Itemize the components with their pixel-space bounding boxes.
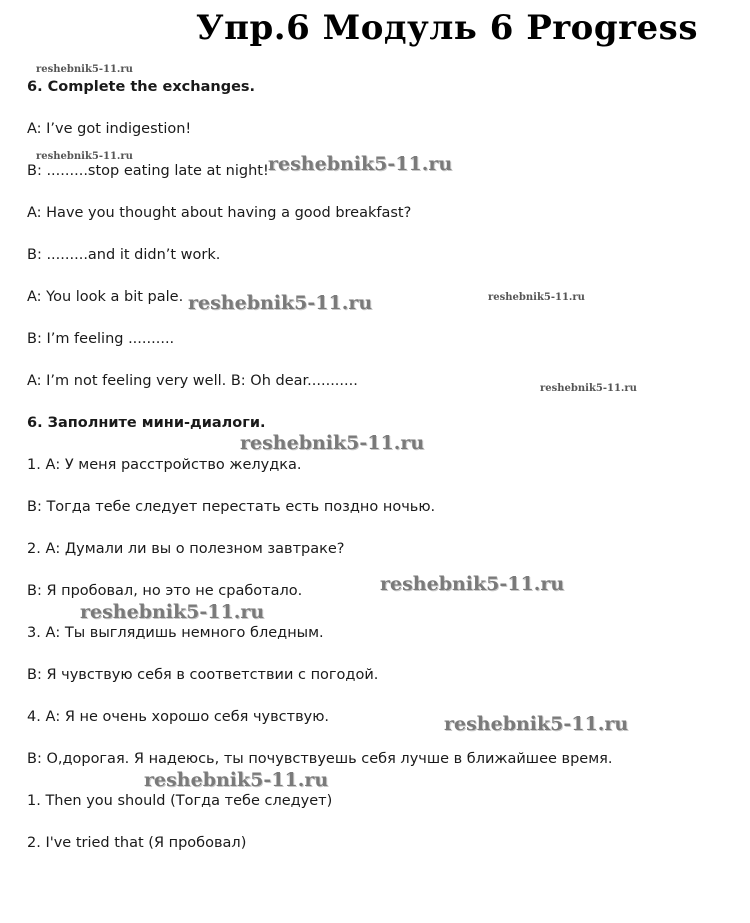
watermark: reshebnik5-11.ru xyxy=(488,292,585,303)
watermark: reshebnik5-11.ru xyxy=(80,601,265,623)
english-line: A: Have you thought about having a good breakfast? xyxy=(27,205,412,221)
watermark: reshebnik5-11.ru xyxy=(268,153,453,175)
watermark: reshebnik5-11.ru xyxy=(144,769,329,791)
russian-line: 1. А: У меня расстройство желудка. xyxy=(27,457,302,473)
russian-heading: 6. Заполните мини-диалоги. xyxy=(27,415,266,431)
english-line: A: I’m not feeling very well. B: Oh dear........... xyxy=(27,373,358,389)
watermark: reshebnik5-11.ru xyxy=(380,573,565,595)
answer-line: 1. Then you should (Тогда тебе следует) xyxy=(27,793,333,809)
watermark: reshebnik5-11.ru xyxy=(188,292,373,314)
answer-line: 2. I've tried that (Я пробовал) xyxy=(27,835,247,851)
page-title: Упр.6 Модуль 6 Progress xyxy=(196,8,698,48)
english-line: A: You look a bit pale. xyxy=(27,289,184,305)
english-line: B: .........and it didn’t work. xyxy=(27,247,221,263)
english-heading: 6. Complete the exchanges. xyxy=(27,79,256,95)
watermark: reshebnik5-11.ru xyxy=(36,64,133,75)
russian-line: В: Я пробовал, но это не сработало. xyxy=(27,583,303,599)
russian-line: 2. А: Думали ли вы о полезном завтраке? xyxy=(27,541,345,557)
watermark: reshebnik5-11.ru xyxy=(36,151,133,162)
watermark: reshebnik5-11.ru xyxy=(540,383,637,394)
russian-line: 4. А: Я не очень хорошо себя чувствую. xyxy=(27,709,330,725)
english-line: A: I’ve got indigestion! xyxy=(27,121,192,137)
watermark: reshebnik5-11.ru xyxy=(444,713,629,735)
russian-line: 3. А: Ты выглядишь немного бледным. xyxy=(27,625,324,641)
watermark: reshebnik5-11.ru xyxy=(240,432,425,454)
russian-line: В: О,дорогая. Я надеюсь, ты почувствуешь себя лучше в ближайшее время. xyxy=(27,751,613,767)
russian-line: В: Тогда тебе следует перестать есть поздно ночью. xyxy=(27,499,436,515)
russian-line: В: Я чувствую себя в соответствии с погодой. xyxy=(27,667,379,683)
english-line: B: .........stop eating late at night! xyxy=(27,163,269,179)
english-line: B: I’m feeling .......... xyxy=(27,331,175,347)
